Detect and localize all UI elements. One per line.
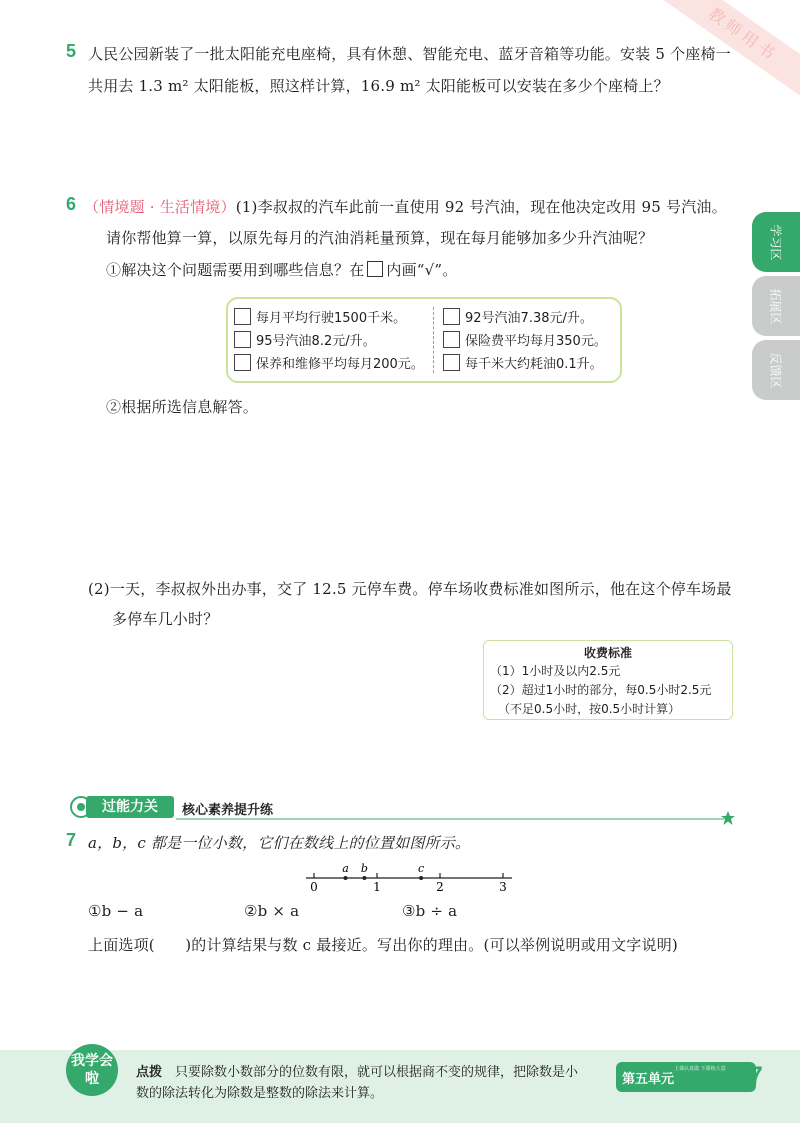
number-line-tick-label: 2 bbox=[436, 880, 444, 894]
tip-line-2: 数的除法转化为除数是整数的除法来计算。 bbox=[136, 1086, 384, 1101]
checkbox[interactable] bbox=[234, 331, 251, 348]
page-number: 47 bbox=[736, 1062, 763, 1089]
unit-label: 第五单元 bbox=[622, 1072, 675, 1087]
tab-feedback-zone[interactable]: 反馈区 bbox=[752, 340, 800, 400]
number-line-tick-label: 0 bbox=[310, 880, 318, 894]
fee-title: 收费标准 bbox=[583, 646, 632, 660]
star-icon bbox=[720, 810, 736, 826]
learned-badge: 我学会啦 bbox=[66, 1044, 118, 1096]
fee-rule-2: （2）超过1小时的部分，每0.5小时2.5元 bbox=[490, 683, 712, 697]
checkbox[interactable] bbox=[234, 308, 251, 325]
question-5-number: 5 bbox=[66, 41, 77, 61]
option-right-3[interactable]: 每千米大约耗油0.1升。 bbox=[443, 353, 603, 372]
number-line-point-label: c bbox=[418, 862, 425, 875]
question-6-part-2-line-2: 多停车几小时？ bbox=[112, 610, 219, 628]
question-5-line-1: 人民公园新装了一批太阳能充电座椅，具有休憩、智能充电、蓝牙音箱等功能。安装 5 个座椅一 bbox=[88, 45, 731, 63]
question-7-option-2: ②b × a bbox=[244, 902, 300, 920]
question-6-number: 6 bbox=[66, 194, 77, 214]
number-line-point-b bbox=[362, 876, 366, 880]
tip-line-1: 点拨 只要除数小数部分的位数有限，就可以根据商不变的规律，把除数是小 bbox=[136, 1065, 579, 1080]
question-7-option-1: ①b − a bbox=[88, 902, 144, 920]
info-options-box bbox=[226, 297, 622, 383]
fee-rule-1: （1）1小时及以内2.5元 bbox=[490, 664, 621, 678]
question-5-line-2: 共用去 1.3 m² 太阳能板，照这样计算，16.9 m² 太阳能板可以安装在多少个座椅上？ bbox=[88, 77, 669, 95]
question-6-part-1: (1)李叔叔的汽车此前一直使用 92 号汽油，现在他决定改用 95 号汽油。 bbox=[235, 198, 727, 216]
question-7-line-1: a，b，c 都是一位小数，它们在数线上的位置如图所示。 bbox=[88, 834, 471, 852]
tab-study-zone[interactable]: 学习区 bbox=[752, 212, 800, 272]
question-6-sub-2: ②根据所选信息解答。 bbox=[106, 398, 259, 416]
question-6-sub-1: ①解决这个问题需要用到哪些信息？在 内画“√”。 bbox=[106, 261, 458, 279]
tip-label: 点拨 bbox=[136, 1065, 163, 1080]
number-line-point-c bbox=[419, 876, 423, 880]
question-6-part-2-line-1: (2)一天，李叔叔外出办事，交了 12.5 元停车费。停车场收费标准如图所示，他在这个停车场最 bbox=[88, 580, 732, 598]
option-right-2[interactable]: 保险费平均每月350元。 bbox=[443, 330, 607, 349]
checkbox[interactable] bbox=[443, 308, 460, 325]
section-title: 过能力关 bbox=[86, 796, 174, 818]
divider bbox=[433, 307, 434, 373]
fee-rule-3: （不足0.5小时，按0.5小时计算） bbox=[498, 702, 681, 716]
unit-note: 上课认真做 下课练大意 bbox=[674, 1066, 726, 1072]
number-line-tick-label: 1 bbox=[373, 880, 381, 894]
checkbox-sample-icon bbox=[367, 261, 383, 277]
option-right-1[interactable]: 92号汽油7.38元/升。 bbox=[443, 307, 593, 326]
unit-box bbox=[616, 1062, 756, 1092]
option-left-3[interactable]: 保养和维修平均每月200元。 bbox=[234, 353, 424, 372]
question-6-line-1 bbox=[84, 196, 727, 217]
checkbox[interactable] bbox=[234, 354, 251, 371]
teacher-edition-stamp: 教师用书 bbox=[655, 0, 800, 103]
option-left-2[interactable]: 95号汽油8.2元/升。 bbox=[234, 330, 376, 349]
number-line-tick-label: 3 bbox=[499, 880, 507, 894]
checkbox[interactable] bbox=[443, 354, 460, 371]
tab-extension-zone[interactable]: 拓展区 bbox=[752, 276, 800, 336]
number-line-point-label: a bbox=[342, 862, 349, 875]
question-6-tag: （情境题 · 生活情境） bbox=[84, 198, 236, 216]
question-6-line-2: 请你帮他算一算，以原先每月的汽油消耗量预算，现在每月能够加多少升汽油呢？ bbox=[106, 229, 654, 247]
number-line-point-label: b bbox=[360, 862, 368, 875]
checkbox[interactable] bbox=[443, 331, 460, 348]
option-left-1[interactable]: 每月平均行驶1500千米。 bbox=[234, 307, 406, 326]
fee-standard-box bbox=[483, 640, 733, 720]
section-subtitle: 核心素养提升练 bbox=[182, 803, 274, 818]
number-line bbox=[300, 860, 520, 894]
question-7-option-3: ③b ÷ a bbox=[402, 902, 458, 920]
section-underline bbox=[176, 818, 724, 820]
question-7-number: 7 bbox=[66, 830, 77, 850]
question-7-line-2: 上面选项( )的计算结果与数 c 最接近。写出你的理由。(可以举例说明或用文字说明) bbox=[88, 936, 678, 954]
number-line-point-a bbox=[344, 876, 348, 880]
